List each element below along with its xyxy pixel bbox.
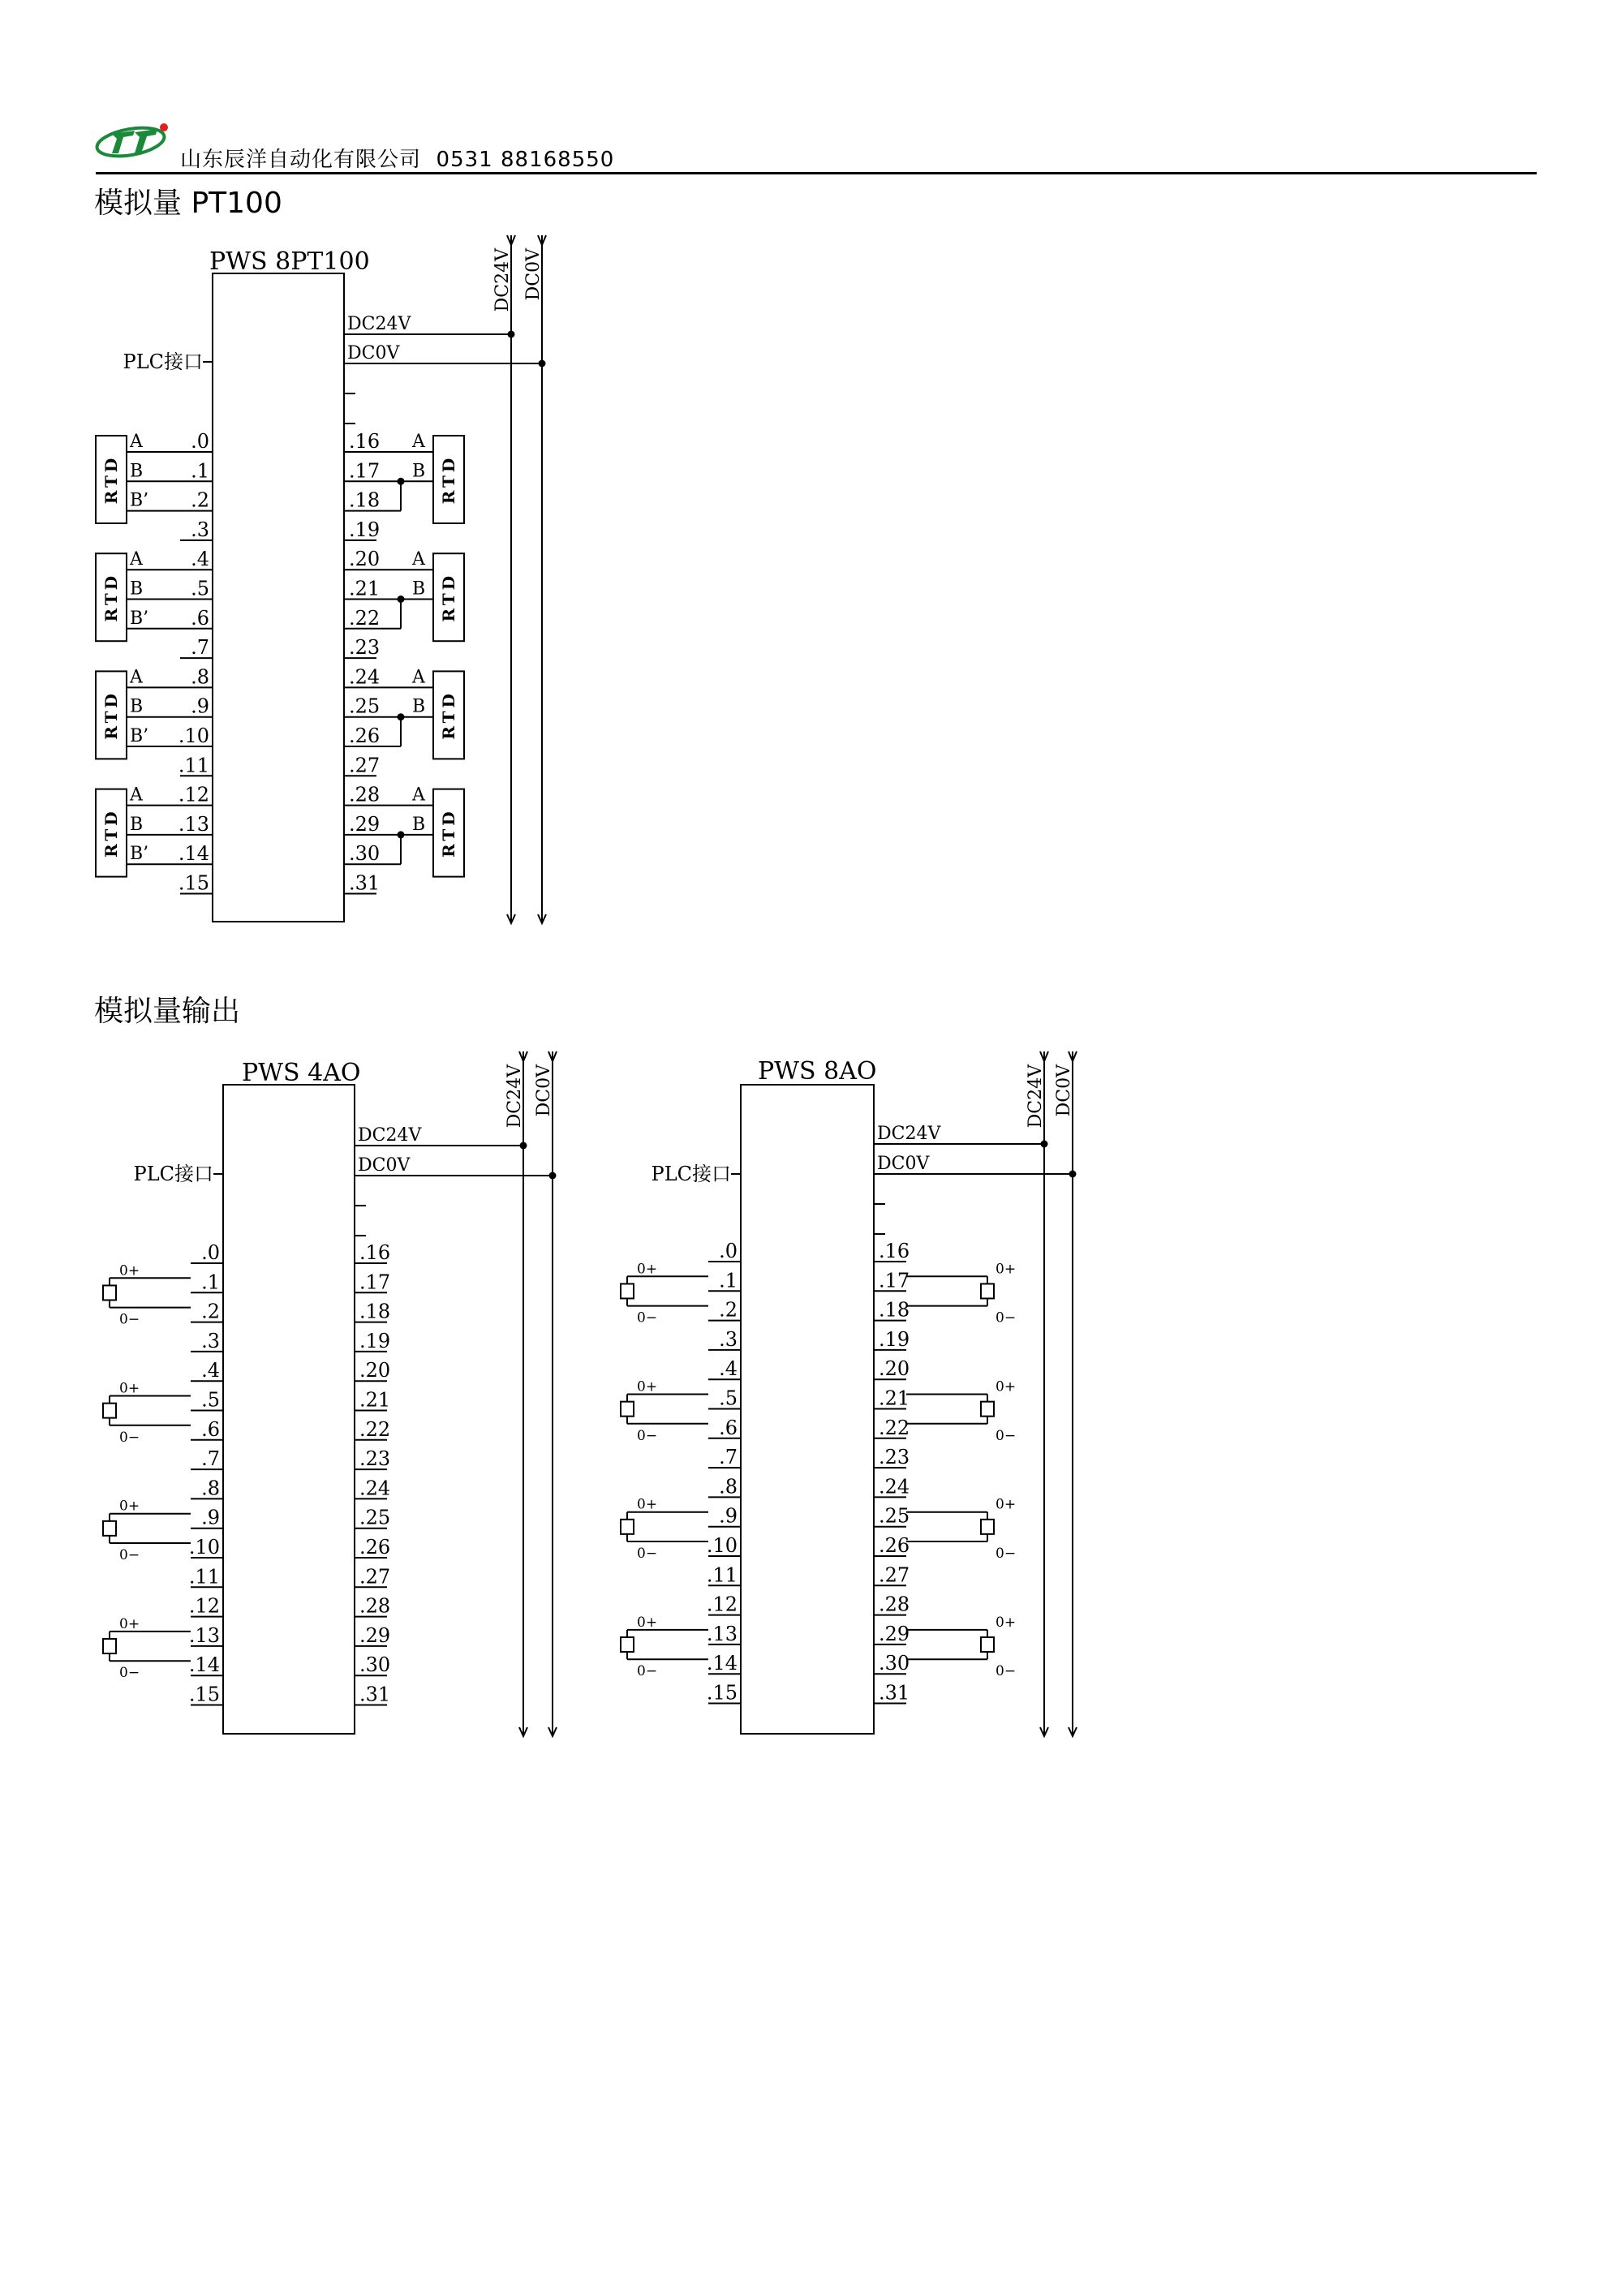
channel-label-right: .28	[359, 1594, 391, 1618]
ao-load-right	[906, 1615, 1016, 1679]
channel-label-right: .25	[359, 1506, 391, 1529]
channel-label-left: .11	[706, 1563, 738, 1587]
channel-label-right: .18	[879, 1298, 910, 1322]
ao-load-icon	[621, 1402, 634, 1417]
channel-label-right: .27	[879, 1563, 910, 1587]
module-title: PWS 4AO	[242, 1059, 361, 1087]
channel-label-left: .2	[719, 1298, 738, 1322]
ao-plus-label: 0+	[119, 1498, 140, 1515]
channel-label-left: .7	[719, 1446, 738, 1469]
ao-minus-label: 0−	[119, 1665, 140, 1682]
channel-label-right: .25	[349, 694, 381, 718]
ao-load-icon	[981, 1637, 994, 1652]
channel-label-left: .0	[719, 1240, 738, 1262]
channel-label-right: .30	[359, 1653, 391, 1677]
channel-label-right: .20	[359, 1359, 391, 1382]
channel-label-left: .0	[191, 430, 209, 453]
channel-label-left: .2	[191, 488, 209, 512]
channel-label-left: .14	[188, 1653, 220, 1677]
channel-label-left: .14	[178, 842, 209, 866]
dc0v-junction	[549, 1172, 557, 1180]
dc24v-terminal-label: DC24V	[358, 1125, 422, 1146]
channel-label-right: .24	[359, 1477, 391, 1500]
rtd-pin-bprime-label: B’	[130, 490, 149, 511]
channel-label-right: .19	[359, 1329, 391, 1352]
rtd-pin-a-label: A	[130, 785, 143, 806]
channel-label-left: .15	[706, 1681, 738, 1705]
ao-minus-label: 0−	[119, 1311, 140, 1328]
rtd-label: RTD	[439, 808, 458, 858]
channel-label-right: .29	[359, 1623, 391, 1647]
plc-interface-label: PLC接口	[651, 1163, 731, 1185]
ao-load-icon	[621, 1283, 634, 1298]
dc24v-junction	[1041, 1141, 1048, 1148]
dc24v-rail-label: DC24V	[492, 248, 513, 312]
rtd-pin-b-label: B	[130, 696, 144, 717]
rtd-pin-b-label: B	[130, 814, 144, 835]
plc-interface-label: PLC接口	[133, 1163, 213, 1185]
rtd-pin-bprime-label: B’	[130, 844, 149, 865]
channel-label-right: .23	[359, 1447, 391, 1471]
channel-label-left: .11	[178, 754, 209, 777]
channel-label-left: .12	[178, 783, 209, 806]
channel-label-left: .13	[178, 812, 209, 836]
rtd-pin-b-label: B	[412, 461, 426, 482]
channel-label-left: .5	[201, 1388, 220, 1412]
channel-label-right: .30	[879, 1652, 910, 1675]
channel-label-right: .18	[349, 488, 381, 512]
rtd-sensor-left	[96, 436, 127, 523]
ao-plus-label: 0+	[996, 1614, 1017, 1631]
rtd-pin-b-label: B	[412, 578, 426, 600]
channel-label-right: .27	[359, 1565, 391, 1589]
ao-minus-label: 0−	[637, 1663, 658, 1680]
ao-minus-label: 0−	[637, 1546, 658, 1562]
rtd-sensor-right	[433, 436, 464, 523]
channel-label-right: .26	[349, 724, 381, 747]
ao-minus-label: 0−	[119, 1547, 140, 1563]
rtd-pin-a-label: A	[412, 432, 425, 452]
channel-label-right: .21	[879, 1387, 910, 1410]
rtd-pin-a-label: A	[412, 785, 425, 806]
channel-label-right: .30	[349, 842, 381, 866]
channel-label-right: .16	[879, 1240, 910, 1262]
channel-label-left: .11	[188, 1565, 220, 1589]
ao-load-left	[621, 1379, 708, 1444]
channel-label-right: .29	[879, 1622, 910, 1645]
dc24v-rail-label: DC24V	[1026, 1064, 1046, 1129]
ao-plus-label: 0+	[637, 1261, 658, 1278]
ao-plus-label: 0+	[637, 1378, 658, 1395]
rtd-label: RTD	[101, 572, 121, 622]
ao-load-right	[906, 1379, 1016, 1444]
channel-label-left: .5	[719, 1387, 738, 1410]
dc24v-junction	[520, 1142, 527, 1150]
rtd-label: RTD	[101, 690, 121, 740]
module-box	[223, 1085, 355, 1734]
channel-label-left: .7	[191, 636, 209, 660]
channel-label-left: .9	[191, 694, 209, 718]
ao-minus-label: 0−	[637, 1309, 658, 1326]
channel-label-right: .23	[879, 1446, 910, 1469]
ao-load-icon	[981, 1402, 994, 1417]
rtd-pin-bprime-label: B’	[130, 726, 149, 746]
ao-load-left	[621, 1261, 708, 1326]
dc24v-terminal-label: DC24V	[347, 314, 411, 334]
channel-label-right: .22	[349, 606, 381, 630]
dc0v-junction	[539, 360, 546, 368]
channel-label-left: .1	[191, 459, 209, 483]
channel-label-left: .8	[201, 1477, 220, 1500]
channel-label-left: .3	[191, 518, 209, 541]
channel-label-left: .7	[201, 1447, 220, 1471]
rtd-bridge-junction	[398, 713, 405, 720]
channel-label-left: .13	[706, 1622, 738, 1645]
channel-label-left: .4	[719, 1357, 738, 1381]
channel-label-left: .3	[719, 1327, 738, 1351]
rtd-label: RTD	[439, 690, 458, 740]
channel-label-right: .23	[349, 636, 381, 660]
ao-plus-label: 0+	[119, 1380, 140, 1397]
ao-minus-label: 0−	[996, 1546, 1017, 1562]
ao-minus-label: 0−	[996, 1309, 1017, 1326]
ao-load-icon	[981, 1520, 994, 1534]
channel-label-right: .24	[879, 1475, 910, 1498]
rtd-pin-a-label: A	[130, 667, 143, 688]
dc0v-rail-label: DC0V	[1054, 1064, 1074, 1117]
channel-label-left: .13	[188, 1623, 220, 1647]
channel-label-right: .31	[349, 871, 381, 895]
ao-load-icon	[103, 1639, 116, 1653]
channel-label-left: .10	[178, 724, 209, 747]
ao-plus-label: 0+	[637, 1496, 658, 1513]
channel-label-left: .9	[719, 1504, 738, 1528]
ao-load-right	[906, 1497, 1016, 1562]
channel-label-right: .28	[879, 1593, 910, 1616]
dc0v-junction	[1069, 1171, 1077, 1178]
channel-label-right: .18	[359, 1300, 391, 1323]
rtd-sensor-right	[433, 671, 464, 759]
ao-load-icon	[621, 1637, 634, 1652]
channel-label-right: .20	[879, 1357, 910, 1381]
module-box	[213, 273, 344, 922]
section-title-analog-output: 模拟量输出	[94, 995, 241, 1028]
ao-load-left	[103, 1498, 191, 1563]
rtd-pin-a-label: A	[412, 667, 425, 688]
module-title: PWS 8PT100	[209, 247, 370, 276]
channel-label-left: .12	[706, 1593, 738, 1616]
rtd-sensor-left	[96, 671, 127, 759]
rtd-pin-b-label: B	[130, 578, 144, 600]
channel-label-right: .16	[349, 430, 381, 453]
rtd-sensor-left	[96, 553, 127, 641]
channel-label-right: .31	[359, 1683, 391, 1706]
rtd-pin-b-label: B	[412, 814, 426, 835]
rtd-label: RTD	[439, 454, 458, 505]
ao-plus-label: 0+	[119, 1262, 140, 1279]
rtd-label: RTD	[101, 454, 121, 505]
channel-label-left: .8	[719, 1475, 738, 1498]
channel-label-right: .22	[359, 1417, 391, 1441]
channel-label-left: .10	[188, 1536, 220, 1559]
channel-label-right: .17	[349, 459, 381, 483]
ao-load-left	[621, 1615, 708, 1679]
channel-label-left: .5	[191, 577, 209, 600]
channel-label-right: .19	[879, 1327, 910, 1351]
ao-load-left	[103, 1616, 191, 1681]
rtd-pin-bprime-label: B’	[130, 608, 149, 629]
ao-plus-label: 0+	[996, 1378, 1017, 1395]
ao-load-right	[906, 1261, 1016, 1326]
channel-label-left: .0	[201, 1241, 220, 1264]
company-name: 山东辰洋自动化有限公司	[180, 148, 422, 172]
ao-plus-label: 0+	[996, 1496, 1017, 1513]
plc-interface-label: PLC接口	[123, 350, 203, 373]
channel-label-right: .26	[879, 1534, 910, 1557]
rtd-sensor-left	[96, 789, 127, 877]
channel-label-left: .14	[706, 1652, 738, 1675]
dc24v-rail-label: DC24V	[505, 1064, 525, 1129]
channel-label-left: .4	[191, 548, 209, 571]
rtd-sensor-right	[433, 553, 464, 641]
channel-label-left: .6	[719, 1416, 738, 1439]
channel-label-left: .10	[706, 1534, 738, 1557]
channel-label-right: .27	[349, 754, 381, 777]
channel-label-left: .6	[201, 1417, 220, 1441]
channel-label-right: .21	[349, 577, 381, 600]
rtd-pin-a-label: A	[412, 549, 425, 570]
channel-label-right: .24	[349, 665, 381, 689]
ao-load-left	[621, 1497, 708, 1562]
company-phone: 0531 88168550	[436, 148, 615, 172]
dc0v-terminal-label: DC0V	[877, 1154, 930, 1174]
channel-label-left: .15	[188, 1683, 220, 1706]
ao-load-icon	[103, 1404, 116, 1418]
dc0v-terminal-label: DC0V	[358, 1155, 411, 1176]
ao-minus-label: 0−	[996, 1663, 1017, 1680]
dc24v-terminal-label: DC24V	[877, 1124, 941, 1144]
channel-label-right: .19	[349, 518, 381, 541]
rtd-label: RTD	[101, 808, 121, 858]
rtd-sensor-right	[433, 789, 464, 877]
ao-minus-label: 0−	[996, 1427, 1017, 1444]
ao-plus-label: 0+	[637, 1614, 658, 1631]
channel-label-right: .20	[349, 548, 381, 571]
ao-minus-label: 0−	[119, 1429, 140, 1446]
channel-label-left: .1	[719, 1269, 738, 1292]
ao-plus-label: 0+	[996, 1261, 1017, 1278]
dc0v-rail-label: DC0V	[534, 1064, 554, 1117]
section-title-pt100: 模拟量 PT100	[94, 187, 282, 220]
channel-label-right: .28	[349, 783, 381, 806]
ao-minus-label: 0−	[637, 1427, 658, 1444]
channel-label-right: .16	[359, 1241, 391, 1264]
module-title: PWS 8AO	[758, 1057, 877, 1086]
channel-label-left: .2	[201, 1300, 220, 1323]
rtd-pin-a-label: A	[130, 549, 143, 570]
channel-label-right: .22	[879, 1416, 910, 1439]
dc0v-terminal-label: DC0V	[347, 343, 400, 363]
ao-load-icon	[103, 1521, 116, 1536]
channel-label-right: .21	[359, 1388, 391, 1412]
rtd-bridge-junction	[398, 831, 405, 838]
channel-label-right: .31	[879, 1681, 910, 1705]
ao-load-left	[103, 1262, 191, 1327]
channel-label-left: .9	[201, 1506, 220, 1529]
rtd-pin-b-label: B	[130, 461, 144, 482]
channel-label-left: .4	[201, 1359, 220, 1382]
ao-load-left	[103, 1381, 191, 1446]
ao-load-icon	[981, 1283, 994, 1298]
channel-label-right: .26	[359, 1536, 391, 1559]
channel-label-left: .15	[178, 871, 209, 895]
ao-plus-label: 0+	[119, 1615, 140, 1632]
module-box	[741, 1085, 874, 1734]
rtd-label: RTD	[439, 572, 458, 622]
ao-load-icon	[103, 1285, 116, 1300]
channel-label-left: .8	[191, 665, 209, 689]
rtd-pin-b-label: B	[412, 696, 426, 717]
channel-label-left: .1	[201, 1271, 220, 1294]
ao-load-icon	[621, 1520, 634, 1534]
channel-label-right: .29	[349, 812, 381, 836]
rtd-pin-a-label: A	[130, 432, 143, 452]
dc0v-rail-label: DC0V	[523, 248, 544, 301]
channel-label-left: .12	[188, 1594, 220, 1618]
dc24v-junction	[508, 331, 515, 338]
channel-label-right: .17	[879, 1269, 910, 1292]
channel-label-right: .17	[359, 1271, 391, 1294]
rtd-bridge-junction	[398, 478, 405, 485]
rtd-bridge-junction	[398, 595, 405, 603]
channel-label-left: .3	[201, 1329, 220, 1352]
channel-label-right: .25	[879, 1504, 910, 1528]
channel-label-left: .6	[191, 606, 209, 630]
